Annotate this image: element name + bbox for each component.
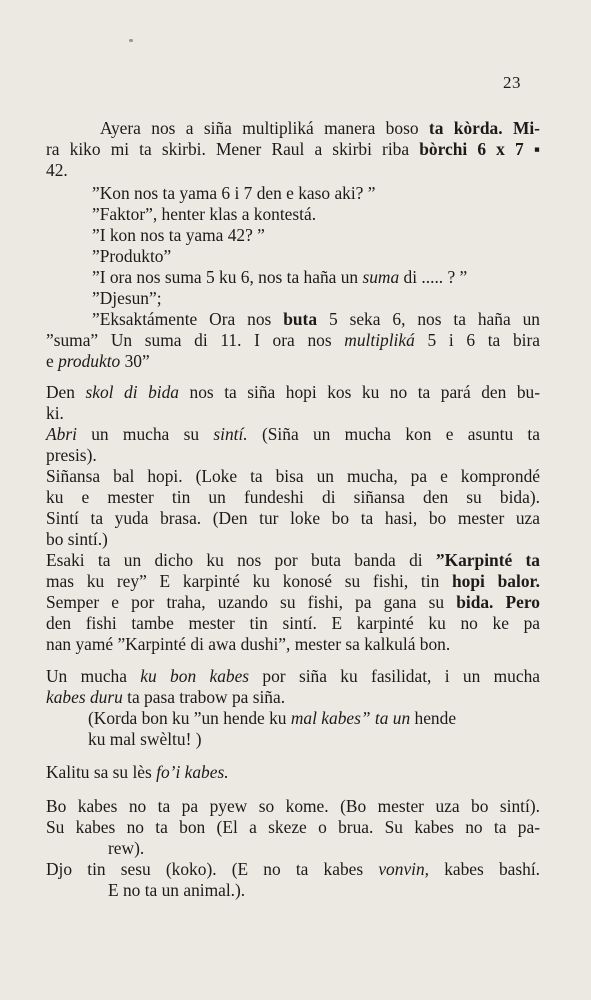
text-line <box>46 160 68 181</box>
text-line <box>46 634 450 655</box>
text-run: di ..... ? ” <box>399 267 468 287</box>
text-line <box>92 246 171 267</box>
text-run: un mucha su <box>76 424 214 444</box>
text-line <box>46 529 108 550</box>
text-line <box>46 666 540 687</box>
text-line <box>46 466 540 487</box>
text-run: 42. <box>46 160 68 180</box>
italic-text: suma <box>362 267 400 287</box>
bold-text: bòrchi 6 x 7 ▪ <box>419 139 540 159</box>
text-run: Bo kabes no ta pa pyew so kome. (Bo mester uza bo sintí). <box>46 796 540 816</box>
italic-text: produkto <box>58 351 121 371</box>
text-line <box>46 139 540 160</box>
text-run: e <box>46 351 59 371</box>
text-line <box>92 204 316 225</box>
text-line <box>46 403 64 424</box>
text-line <box>46 762 229 783</box>
text-line <box>92 183 375 204</box>
text-run: (Korda bon ku ”un hende ku <box>88 708 291 728</box>
bold-text: bida. Pero <box>456 592 540 612</box>
text-run: den fishi tambe mester tin sintí. E karpinté ku no ke pa <box>46 613 540 633</box>
text-run: Un mucha <box>46 666 141 686</box>
text-line <box>88 708 456 729</box>
text-run: Djo tin sesu (koko). (E no ta kabes <box>46 859 379 879</box>
text-run: nos ta siña hopi kos ku no ta pará den bu- <box>179 382 541 402</box>
text-run: Kalitu sa su lès <box>46 762 157 782</box>
text-run: Semper e por traha, uzando su fishi, pa gana su <box>46 592 457 612</box>
text-line <box>46 550 540 571</box>
text-line <box>46 687 285 708</box>
text-line <box>46 508 540 529</box>
text-run: Esaki ta un dicho ku nos por buta banda di <box>46 550 436 570</box>
italic-text: vonvin, <box>378 859 430 879</box>
text-run: Den <box>46 382 86 402</box>
text-run: rew). <box>108 838 145 858</box>
text-line <box>100 118 540 139</box>
page-number: 23 <box>503 73 521 92</box>
text-run: 30” <box>120 351 150 371</box>
text-run: ”Faktor”, henter klas a kontestá. <box>92 204 317 224</box>
text-run: ki. <box>46 403 64 423</box>
text-line <box>46 351 150 372</box>
italic-text: kabes duru <box>46 687 123 707</box>
text-line <box>46 571 540 592</box>
text-line <box>46 796 540 817</box>
text-run: ku e mester tin un fundeshi di siñansa den su bida). <box>46 487 540 507</box>
text-line <box>92 225 265 246</box>
text-run: 5 seka 6, nos ta haña un <box>317 309 540 329</box>
italic-text: sintí. <box>213 424 248 444</box>
text-run: ra kiko mi ta skirbi. Mener Raul a skirbi riba <box>46 139 420 159</box>
text-line <box>46 592 540 613</box>
text-line <box>92 267 467 288</box>
text-run: ”Kon nos ta yama 6 i 7 den e kaso aki? ” <box>92 183 376 203</box>
text-run: ”Eksaktámente Ora nos <box>92 309 284 329</box>
text-line <box>108 838 144 859</box>
text-line <box>46 445 97 466</box>
bold-text: ta kòrda. Mi- <box>428 118 540 138</box>
text-run: ”suma” Un suma di 11. I ora nos <box>46 330 345 350</box>
text-run: Ayera nos a siña multipliká manera boso <box>100 118 429 138</box>
text-run: Su kabes no ta bon (El a skeze o brua. Su kabes no ta pa- <box>46 817 540 837</box>
text-run: nan yamé ”Karpinté di awa dushi”, mester sa kalkulá bon. <box>46 634 451 654</box>
text-run: 5 i 6 ta bira <box>414 330 540 350</box>
text-run: hende <box>410 708 457 728</box>
text-line <box>92 288 162 309</box>
text-run: presis). <box>46 445 97 465</box>
italic-text: fo’i kabes. <box>156 762 229 782</box>
italic-text: multipliká <box>344 330 415 350</box>
italic-text: mal kabes” ta un <box>290 708 411 728</box>
text-run: ku mal swèltu! ) <box>88 729 202 749</box>
text-run: ta pasa trabow pa siña. <box>122 687 286 707</box>
text-line <box>46 330 540 351</box>
text-run: (Siña un mucha kon e asuntu ta <box>247 424 540 444</box>
bold-text: buta <box>283 309 318 329</box>
text-run: ”Produkto” <box>92 246 172 266</box>
text-line <box>46 487 540 508</box>
text-run: ”I kon nos ta yama 42? ” <box>92 225 265 245</box>
italic-text: ku bon kabes <box>140 666 250 686</box>
text-line <box>88 729 202 750</box>
bold-text: hopi balor. <box>452 571 540 591</box>
text-line <box>108 880 245 901</box>
italic-text: Abri <box>46 424 77 444</box>
text-line <box>46 817 540 838</box>
text-run: kabes bashí. <box>429 859 540 879</box>
text-run: ”Djesun”; <box>92 288 162 308</box>
text-run: Siñansa bal hopi. (Loke ta bisa un mucha, pa e komprondé <box>46 466 540 486</box>
text-run: Sintí ta yuda brasa. (Den tur loke bo ta hasi, bo mester uza <box>46 508 540 528</box>
text-run: bo sintí.) <box>46 529 108 549</box>
text-line <box>92 309 540 330</box>
text-run: por siña ku fasilidat, i un mucha <box>249 666 540 686</box>
text-run: ”I ora nos suma 5 ku 6, nos ta haña un <box>92 267 363 287</box>
print-speck <box>129 39 133 42</box>
text-line <box>46 424 540 445</box>
text-line <box>46 382 540 403</box>
text-run: mas ku rey” E karpinté ku konosé su fishi, tin <box>46 571 453 591</box>
text-run: E no ta un animal.). <box>108 880 246 900</box>
text-line <box>46 613 540 634</box>
bold-text: ”Karpinté ta <box>435 550 540 570</box>
text-line <box>46 859 540 880</box>
italic-text: skol di bida <box>85 382 179 402</box>
